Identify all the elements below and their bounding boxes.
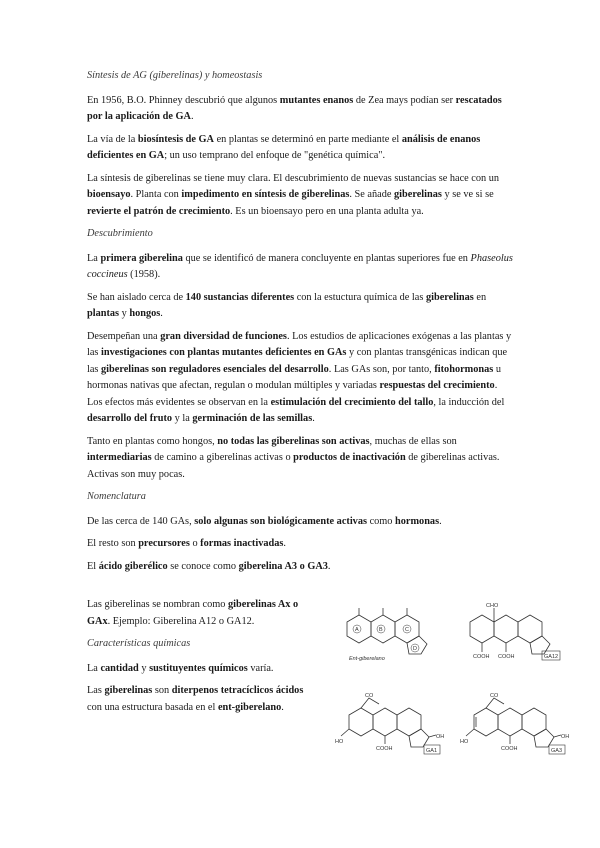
ga1-ho-label: HO <box>335 739 344 745</box>
section-title-sintesis: Síntesis de AG (giberelinas) y homeostasis <box>87 70 263 81</box>
ring-a-label: A <box>355 627 359 633</box>
paragraph-funciones: Desempeñan una gran diversidad de funciones. Los estudios de aplicaciones exógenas a las plantas y las investigaciones con plantas mutantes deficientes en GAs y con plantas transgénicas indican que las giberelinas son reguladores esenciales del desarrollo. Las GAs son, por tanto, fitohormonas u hormonas nativas que afectan, regulan o modulan múltiples y variadas respuestas del crecimiento. Los efectos más evidentes se observan en la estimulación del crecimiento del tallo, la inducción del desarrollo del fruto y la germinación de las semillas. <box>87 330 512 424</box>
ent-gibberellane-label: Ent-giberelano <box>349 656 385 662</box>
ga3-cooh-label: COOH <box>501 746 518 752</box>
main-column <box>87 68 513 581</box>
ga3-label: GA3 <box>551 748 563 754</box>
ga12-structure <box>470 603 560 660</box>
section-title-descubrimiento: Descubrimiento <box>87 228 153 239</box>
ga3-oh-label: OH <box>561 734 570 740</box>
ring-b-label: B <box>379 627 383 633</box>
paragraph-diterpenos: Las giberelinas son diterpenos tetracíclicos ácidos con una estructura basada en el ent-giberelano. <box>87 685 304 713</box>
paragraph-140-sustancias: Se han aislado cerca de 140 sustancias diferentes con la estuctura química de las giberelinas en plantas y hongos. <box>87 291 487 319</box>
ring-d-label: D <box>413 646 417 652</box>
paragraph-acido-giberelico: El ácido giberélico se conoce como giberelina A3 o GA3. <box>87 560 331 572</box>
ga12-cho-label: CHO <box>486 603 499 609</box>
section-title-caracteristicas: Características químicas <box>87 638 191 649</box>
paragraph-biosintesis: La vía de la biosíntesis de GA en plantas se determinó en parte mediante el análisis de enanos deficientes en GA; un uso temprano del enfoque de "genética química". <box>87 133 481 161</box>
paragraph-gas-activas: De las cerca de 140 GAs, solo algunas son biológicamente activas como hormonas. <box>87 515 442 527</box>
ga1-oh-label: OH <box>436 734 445 740</box>
paragraph-cantidad: La cantidad y sustituyentes químicos varía. <box>87 662 274 674</box>
narrow-column <box>87 597 315 722</box>
paragraph-phinney: En 1956, B.O. Phinney descubrió que algunos mutantes enanos de Zea mays podían ser rescatados por la aplicación de GA. <box>87 94 502 122</box>
ga3-ho-label: HO <box>460 739 469 745</box>
ga1-structure <box>335 693 444 754</box>
ga1-cooh-label: COOH <box>376 746 393 752</box>
ga12-label: GA12 <box>544 654 559 660</box>
paragraph-activas: Tanto en plantas como hongos, no todas las giberelinas son activas, muchas de ellas son intermediarias de camino a giberelinas activas o productos de inactivación de giberelinas activas. Activas son muy pocas. <box>87 435 500 480</box>
ga1-label: GA1 <box>426 748 438 754</box>
ga3-structure <box>460 693 569 754</box>
paragraph-bioensayo: La síntesis de giberelinas se tiene muy clara. El descubrimiento de nuevas sustancias se hace con un bioensayo. Planta con impedimento en síntesis de giberelinas. Se añade giberelinas y se ve si se revierte el patrón de crecimiento. Es un bioensayo pero en una planta adulta ya. <box>87 172 500 217</box>
paragraph-precursores: El resto son precursores o formas inactivadas. <box>87 538 286 549</box>
ent-gibberellane-structure <box>347 608 427 662</box>
section-title-nomenclatura: Nomenclatura <box>87 491 146 502</box>
ga3-co-label: CO <box>490 693 499 699</box>
paragraph-nombres: Las giberelinas se nombran como giberelinas Ax o GAx. Ejemplo: Giberelina A12 o GA12. <box>87 599 299 627</box>
ga12-cooh-2-label: COOH <box>498 654 515 660</box>
ring-c-label: C <box>405 627 409 633</box>
gibberellin-structures-figure <box>335 600 580 760</box>
ga12-cooh-label: COOH <box>473 654 490 660</box>
paragraph-primera-giberelina: La primera giberelina que se identificó de manera concluyente en plantas superiores fue en Phaseolus coccineus (1958). <box>87 252 513 280</box>
ga1-co-label: CO <box>365 693 374 699</box>
